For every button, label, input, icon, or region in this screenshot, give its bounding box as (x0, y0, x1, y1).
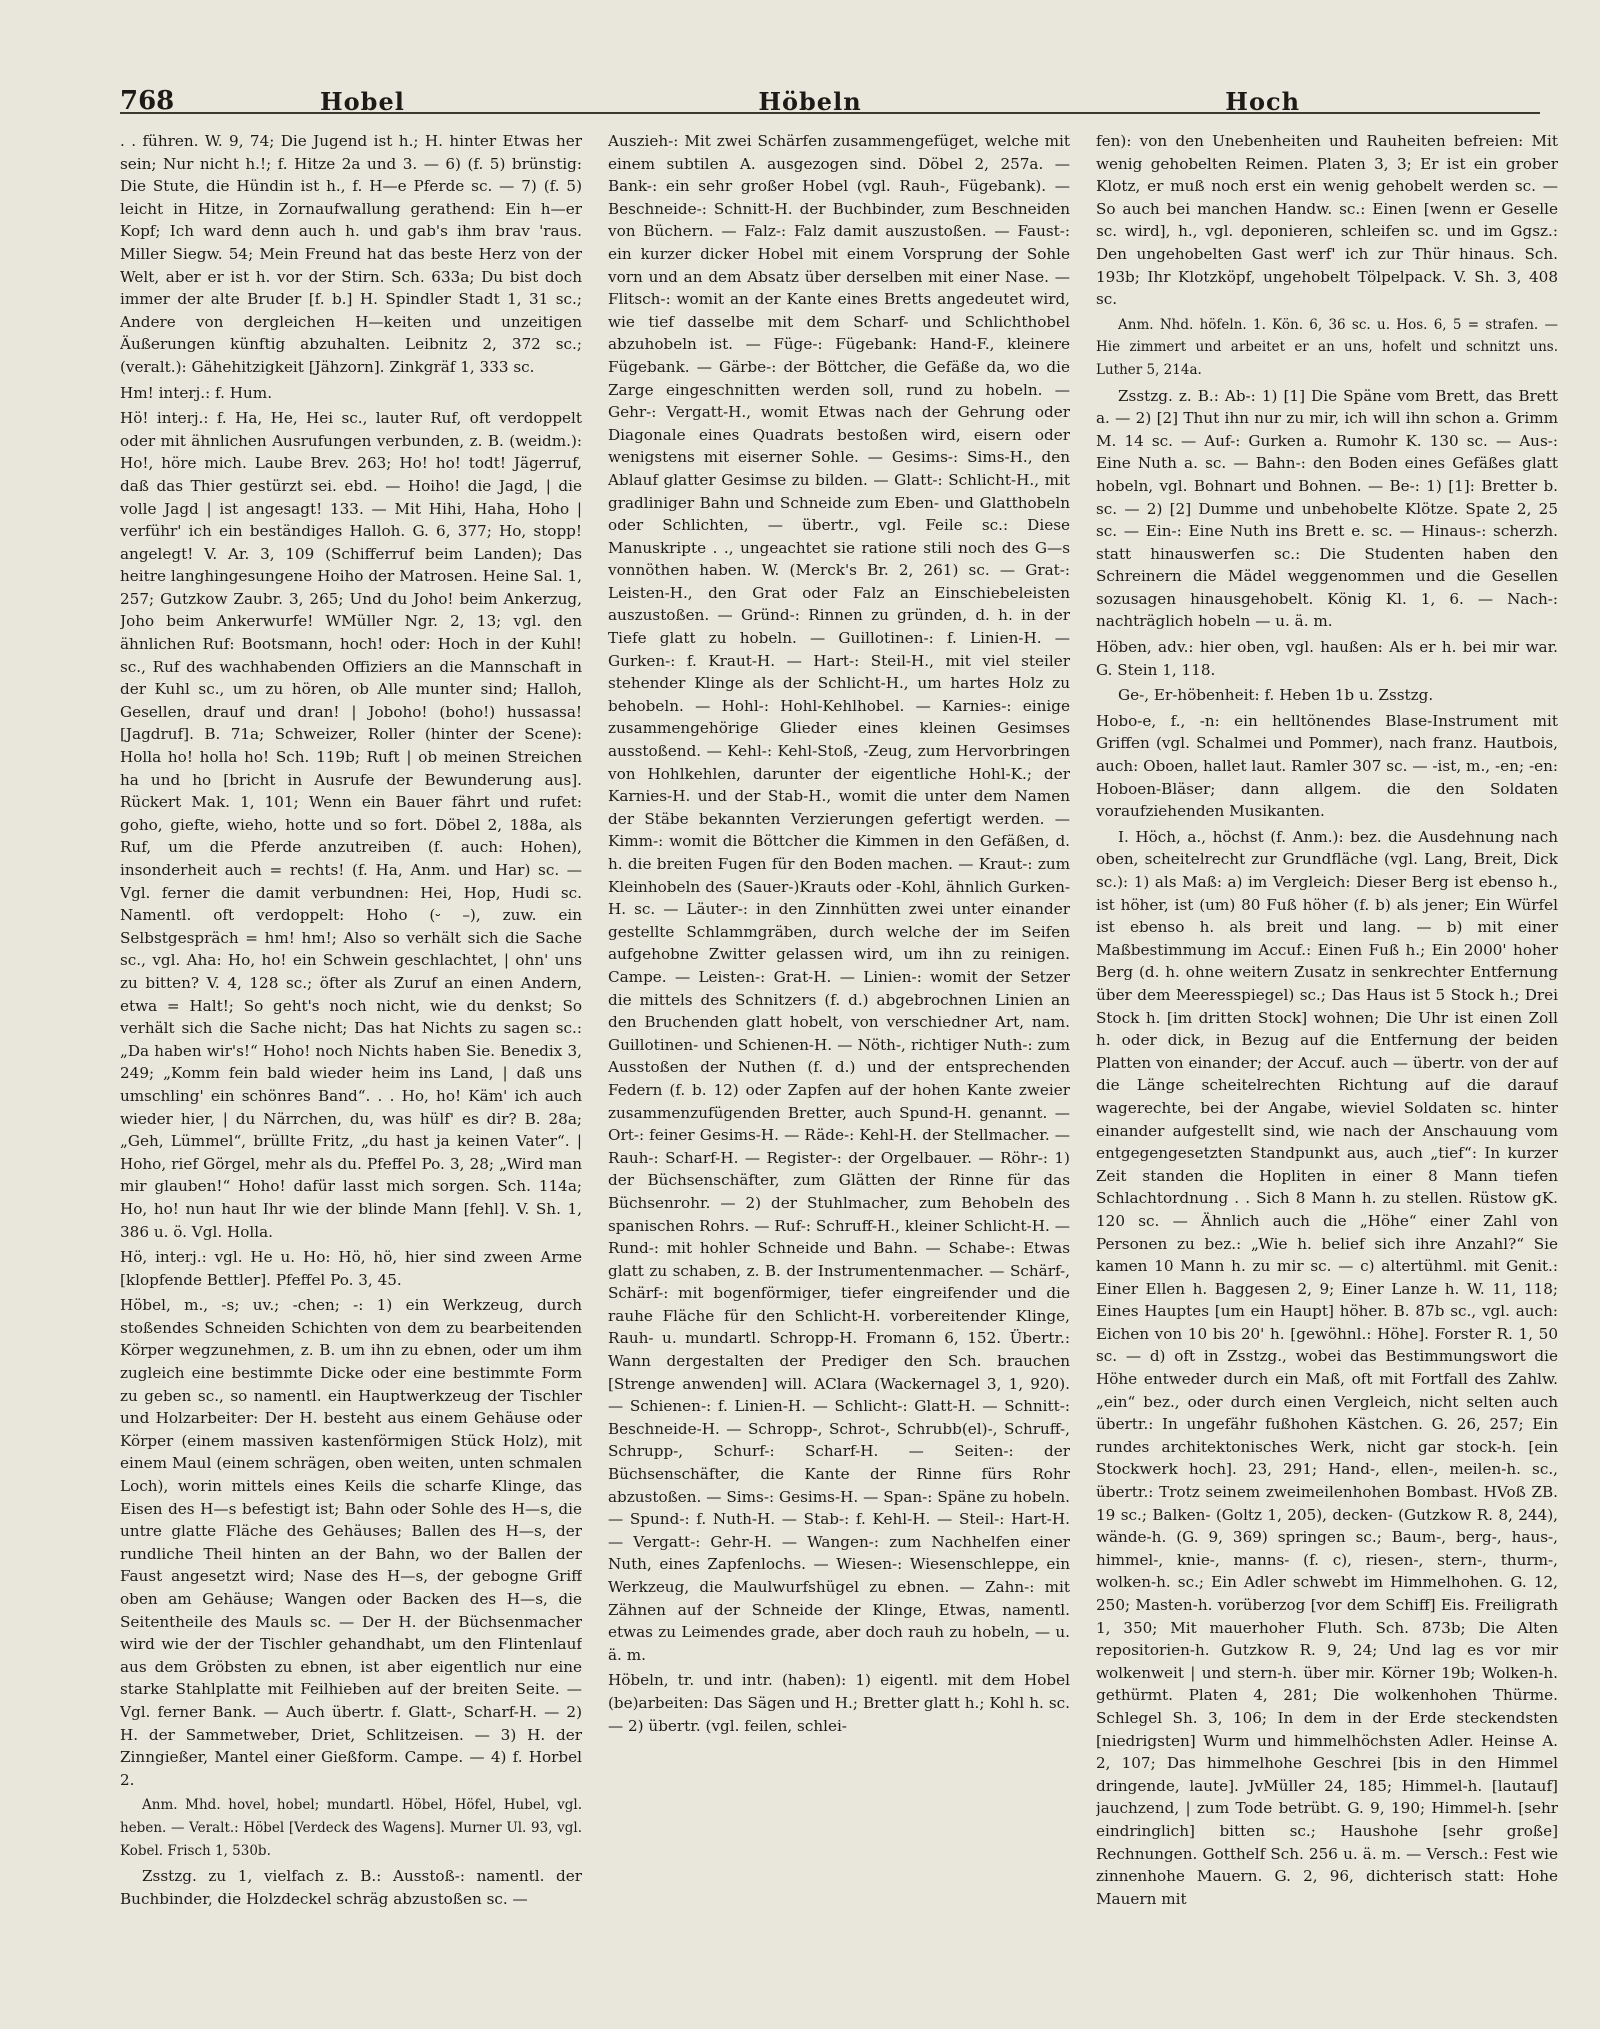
header-rule (120, 112, 1540, 114)
column-left (120, 130, 582, 2010)
entry-text: Höbel, m., -s; uv.; -chen; -: 1) ein Werkzeug, durch stoßendes Schneiden Schichten von dem zu bearbeitenden Körper wegzunehmen, z. B. um ihn zu ebnen, oder um ihm zugleich eine bestimmte Dicke oder eine bestimmte Form zu geben sc., so namentl. ein Hauptwerkzeug der Tischler und Holzarbeiter: Der H. besteht aus einem Gehäuse oder Körper (einem massiven kastenförmigen Stück Holz), mit einem Maul (einem schrägen, oben weiten, unten schmalen Loch), worin mittels eines Keils die scharfe Klinge, das Eisen des H—s befestigt ist; Bahn oder Sohle des H—s, die untre glatte Fläche des Gehäuses; Ballen des H—s, der rundliche Theil hinten an der Bahn, wo der Ballen der Faust angesetzt wird; Nase des H—s, der gebogne Griff oben am Gehäuse; Wangen oder Backen des H—s, die Seitentheile des Mauls sc. — Der H. der Büchsenmacher wird wie der der Tischler gehandhabt, um den Flintenlauf aus dem Gröbsten zu ebnen, ist aber eigentlich nur eine starke Stahlplatte mit Feilhieben auf der breiten Seite. — Vgl. ferner Bank. — Auch übertr. f. Glatt-, Scharf-H. — 2) H. der Sammetweber, Driet, Schlitzeisen. — 3) H. der Zinngießer, Mantel einer Gießform. Campe. — 4) f. Horbel 2. (120, 1296, 582, 1789)
column-middle (608, 130, 1070, 2010)
entry-compounds: Zsstzg. zu 1, vielfach z. B.: Ausstoß-: namentl. der Buchbinder, die Holzdeckel schräg abzustoßen sc. — (120, 1867, 582, 1908)
entry-text: Hm! interj.: f. Hum. (120, 383, 273, 402)
entry-note: Anm. Nhd. höfeln. 1. Kön. 6, 36 sc. u. Hos. 6, 5 = strafen. — Hie zimmert und arbeitet er an uns, hofelt und schnitzt uns. Luther 5, 214a. (1096, 316, 1558, 378)
entry-compounds: Zsstzg. z. B.: Ab-: 1) [1] Die Späne vom Brett, das Brett a. — 2) [2] Thut ihn nur zu mir, ich will ihn schon a. Grimm M. 14 sc. — Auf-: Gurken a. Rumohr K. 130 sc. — Aus-: Eine Nuth a. sc. — Bahn-: den Boden eines Gefäßes glatt hobeln, vgl. Bohnart und Bohnen. — Be-: 1) [1]: Bretter b. sc. — 2) [2] Dumme und unbehobelte Klötze. Spate 2, 25 sc. — Ein-: Eine Nuth ins Brett e. sc. — Hinaus-: scherzh. statt hinauswerfen sc.: Die Studenten haben den Schreinern die Mädel weggenommen und die Gesellen sozusagen hinausgehobelt. König Kl. 1, 6. — Nach-: nachträglich hobeln — u. ä. m. (1096, 386, 1558, 631)
page-header (120, 64, 1560, 116)
running-head-center: Höbeln (758, 87, 862, 116)
entry-text: fen): von den Unebenheiten und Rauheiten befreien: Mit wenig gehobelten Reimen. Platen 3, 3; Er ist ein grober Klotz, er muß noch erst ein wenig gehobelt werden sc. — So auch bei manchen Handw. sc.: Einen [wenn er Geselle sc. wird], h., vgl. deponieren, schleifen sc. und im Ggsz.: Den ungehobelten Gast werf' ich zur Thür hinaus. Sch. 193b; Ihr Klotzköpf, ungehobelt Tölpelpack. V. Sh. 3, 408 sc. (1096, 132, 1558, 309)
entry-text: . . führen. W. 9, 74; Die Jugend ist h.; H. hinter Etwas her sein; Nur nicht h.!; f. Hitze 2a und 3. — 6) (f. 5) brünstig: Die Stute, die Hündin ist h., f. H—e Pferde sc. — 7) (f. 5) leicht in Hitze, in Zornaufwallung gerathend: Ein h—er Kopf; Ich ward denn auch h. und gab's ihm brav 'raus. Miller Siegw. 54; Mein Freund hat das beste Herz von der Welt, aber er ist h. vor der Stirn. Sch. 633a; Du bist doch immer der alte Bruder [f. b.] H. Spindler Stadt 1, 31 sc.; Andere von dergleichen H—keiten und unzeitigen Äußerungen künftig abzuhalten. Leibnitz 2, 372 sc.; (veralt.): Gähehitzigkeit [Jähzorn]. Zinkgräf 1, 333 sc. (120, 132, 582, 376)
entry-text: Höbeln, tr. und intr. (haben): 1) eigentl. mit dem Hobel (be)arbeiten: Das Sägen und H.; Bretter glatt h.; Kohl h. sc. — 2) übertr. (vgl. feilen, schlei- (608, 1671, 1070, 1735)
entry-text: Ge-, Er-höbenheit: f. Heben 1b u. Zsstzg. (1118, 686, 1434, 705)
entry-text: I. Höch, a., höchst (f. Anm.): bez. die Ausdehnung nach oben, scheitelrecht zur Grundfläche (vgl. Lang, Breit, Dick sc.): 1) als Maß: a) im Vergleich: Dieser Berg ist ebenso h., ist höher, ist (um) 80 Fuß höher (f. b) als jener; Ein Würfel ist ebenso h. als breit und lang. — b) mit einer Maßbestimmung im Accuf.: Einen Fuß h.; Ein 2000' hoher Berg (d. h. ohne weitern Zusatz in senkrechter Entfernung über dem Meeresspiegel) sc.; Das Haus ist 5 Stock h.; Drei Stock h. [im dritten Stock] wohnen; Die Uhr ist einen Zoll h. oder dick, in Bezug auf die Entfernung der beiden Platten von einander; der Accuf. auch — übertr. von der auf die Länge scheitelrechten Richtung auf die darauf wagerechte, bei der Angabe, wieviel Soldaten sc. hinter einander aufgestellt sind, wie nach der Anschauung vom entgegengesetzten Standpunkt aus, auch „tief“: In kurzer Zeit standen die Hopliten in einer 8 Mann tiefen Schlachtordnung . . Sich 8 Mann h. zu stellen. Rüstow gK. 120 sc. — Ähnlich auch die „Höhe“ einer Zahl von Personen zu bez.: „Wie h. belief sich ihre Anzahl?“ Sie kamen 10 Mann h. zu mir sc. — c) altertühml. mit Genit.: Einer Ellen h. Baggesen 2, 9; Einer Lanze h. W. 11, 118; Eines Hauptes [um ein Haupt] höher. B. 87b sc., vgl. auch: Eichen von 10 bis 20' h. [gewöhnl.: Höhe]. Forster R. 1, 50 sc. — d) oft in Zsstzg., wobei das Bestimmungswort die Höhe entweder durch ein Maß, oft mit Fortfall des Zahlw. „ein“ bez., oder durch einen Vergleich, nicht selten auch übertr.: In ungefähr fußhohen Kästchen. G. 26, 257; Ein rundes architektonisches Werk, nicht gar stock-h. [ein Stockwerk hoch]. 23, 291; Hand-, ellen-, meilen-h. sc., übertr.: Trotz seinem zweimeilenhohen Bombast. HVoß ZB. 19 sc.; Balken- (Goltz 1, 205), decken- (Gutzkow R. 8, 244), wände-h. (G. 9, 369) springen sc.; Baum-, berg-, haus-, himmel-, knie-, manns- (f. c), riesen-, stern-, thurm-, wolken-h. sc.; Ein Adler schwebt im Himmelhohen. G. 12, 250; Masten-h. vorüberzog [vor dem Schiff] Eis. Freiligrath 1, 350; Mit mauerhoher Fluth. Sch. 873b; Die Alten repositorien-h. Gutzkow R. 9, 24; Und lag es vor mir wolkenweit | und stern-h. über mir. Körner 19b; Wolken-h. gethürmt. Platen 4, 281; Die wolkenhohen Thürme. Schlegel Sh. 3, 106; In dem in der Erde steckendsten [niedrigsten] Wurm und himmelhöchsten Adler. Heinse A. 2, 107; Das himmelhohe Geschrei [bis in den Himmel dringende, laute]. JvMüller 24, 185; Himmel-h. [lautauf] jauchzend, | zum Tode betrübt. G. 9, 190; Himmel-h. [sehr eindringlich] bitten sc.; Haushohe [sehr große] Rechnungen. Gotthelf Sch. 256 u. ä. m. — Versch.: Fest wie zinnenhohe Mauern. G. 2, 96, dichterisch statt: Hohe Mauern mit (1096, 827, 1558, 1908)
text-columns (120, 130, 1560, 2010)
page-number: 768 (120, 86, 175, 116)
entry-text: Hö! interj.: f. Ha, He, Hei sc., lauter Ruf, oft verdoppelt oder mit ähnlichen Ausrufungen verbunden, z. B. (weidm.): Ho!, höre mich. Laube Brev. 263; Ho! ho! todt! Jägerruf, daß das Thier gestürzt sei. ebd. — Hoiho! die Jagd, | die volle Jagd | ist angesagt! 133. — Mit Hihi, Haha, Hoho | verführ' ich ein beständiges Halloh. G. 6, 377; Ho, stopp! angelegt! V. Ar. 3, 109 (Schifferruf beim Landen); Das heitre langhingesungene Hoiho der Matrosen. Heine Sal. 1, 257; Gutzkow Zaubr. 3, 265; Und du Joho! beim Ankerzug, Joho beim Ankerwurfe! WMüller Ngr. 2, 13; vgl. den ähnlichen Ruf: Bootsmann, hoch! oder: Hoch in der Kuhl! sc., Ruf des wachhabenden Offiziers an die Mannschaft in der Kuhl sc., um zu hören, ob Alle munter sind; Halloh, Gesellen, drauf und dran! | Joboho! (boho!) hussassa! [Jagdruf]. B. 71a; Schweizer, Roller (hinter der Scene): Holla ho! holla ho! Sch. 119b; Ruft | ob meinen Streichen ha und ho [bricht in Ausrufe der Bewunderung aus]. Rückert Mak. 1, 101; Wenn ein Bauer fährt und rufet: goho, giefte, wieho, hotte und so fort. Döbel 2, 188a, als Ruf, um die Pferde anzutreiben (f. auch: Hohen), insonderheit auch = rechts! (f. Ha, Anm. und Har) sc. — Vgl. ferner die damit verbundnen: Hei, Hop, Hudi sc. Namentl. oft verdoppelt: Hoho (⏑ –), zuw. ein Selbstgespräch = hm! hm!; Also so verhält sich die Sache sc., vgl. Aha: Ho, ho! ein Schwein geschlachtet, | ohn' uns zu bitten? V. 4, 128 sc.; öfter als Zuruf an einen Andern, etwa = Halt!; So geht's noch nicht, wie du denkst; So verhält sich die Sache nicht; Das hat Nichts zu sagen sc.: „Da haben wir's!“ Hoho! noch Nichts haben Sie. Benedix 3, 249; „Komm fein bald wieder heim ins Land, | daß uns umschling' ein schönres Band“. . . Ho, ho! Käm' ich auch wieder hier, | du Närrchen, du, was hülf' es dir? B. 28a; „Geh, Lümmel“, brüllte Fritz, „du hast ja keinen Vater“. | Hoho, rief Görgel, mehr als du. Pfeffel Po. 3, 28; „Wird man mir glauben!“ Hoho! dafür lasst mich sorgen. Sch. 114a; Ho, ho! nun haut Ihr wie der blinde Mann [fehl]. V. Sh. 1, 386 u. ö. Vgl. Holla. (120, 409, 582, 1241)
entry-text: Auszieh-: Mit zwei Schärfen zusammengefüget, welche mit einem subtilen A. ausgezogen sind. Döbel 2, 257a. — Bank-: ein sehr großer Hobel (vgl. Rauh-, Fügebank). — Beschneide-: Schnitt-H. der Buchbinder, zum Beschneiden von Büchern. — Falz-: Falz damit auszustoßen. — Faust-: ein kurzer dicker Hobel mit einem Vorsprung der Sohle vorn und an dem Absatz über derselben mit einer Nase. — Flitsch-: womit an der Kante eines Bretts angedeutet wird, wie tief dasselbe mit dem Scharf- und Schlichthobel abzuhobeln ist. — Füge-: Fügebank: Hand-F., kleinere Fügebank. — Gärbe-: der Böttcher, die Gefäße da, wo die Zarge eingeschnitten werden soll, rund zu hobeln. — Gehr-: Vergatt-H., womit Etwas nach der Gehrung oder Diagonale eines Quadrats bestoßen wird, eisern oder wenigstens mit eiserner Sohle. — Gesims-: Sims-H., den Ablauf glatter Gesimse zu bilden. — Glatt-: Schlicht-H., mit gradliniger Bahn und Schneide zum Eben- und Glatthobeln oder Schlichten, — übertr., vgl. Feile sc.: Diese Manuskripte . ., ungeachtet sie ratione stili noch des G—s vonnöthen haben. W. (Merck's Br. 2, 261) sc. — Grat-: Leisten-H., den Grat oder Falz an Einschiebeleisten auszustoßen. — Gründ-: Rinnen zu gründen, d. h. in der Tiefe glatt zu hobeln. — Guillotinen-: f. Linien-H. — Gurken-: f. Kraut-H. — Hart-: Steil-H., mit viel steiler stehender Klinge als der Schlicht-H., um hartes Holz zu behobeln. — Hohl-: Hohl-Kehlhobel. — Karnies-: einige zusammengehörige Glieder eines kleinen Gesimses ausstoßend. — Kehl-: Kehl-Stoß, -Zeug, zum Hervorbringen von Hohlkehlen, darunter der eigentliche Hohl-K.; der Karnies-H. und der Stab-H., womit die unter dem Namen der Stäbe bekannten Verzierungen gefertigt werden. — Kimm-: womit die Böttcher die Kimmen in den Gefäßen, d. h. die breiten Fugen für den Boden machen. — Kraut-: zum Kleinhobeln des (Sauer-)Krauts oder -Kohl, ähnlich Gurken-H. sc. — Läuter-: in den Zinnhütten zwei unter einander gestellte Schlammgräben, durch welche der im Seifen aufgehobne Zwitter gelassen wird, um ihn zu reinigen. Campe. — Leisten-: Grat-H. — Linien-: womit der Setzer die mittels des Schnitzers (f. d.) abgebrochnen Linien an den Bruchenden glatt hobelt, von verschiedner Art, nam. Guillotinen- und Schienen-H. — Nöth-, richtiger Nuth-: zum Ausstoßen der Nuthen (f. d.) und der entsprechenden Federn (f. b. 12) oder Zapfen auf der hohen Kante zweier zusammenzufügenden Bretter, auch Spund-H. genannt. — Ort-: feiner Gesims-H. — Räde-: Kehl-H. der Stellmacher. — Rauh-: Scharf-H. — Register-: der Orgelbauer. — Röhr-: 1) der Büchsenschäfter, zum Glätten der Rinne für das Büchsenrohr. — 2) der Stuhlmacher, zum Behobeln des spanischen Rohrs. — Ruf-: Schruff-H., kleiner Schlicht-H. — Rund-: mit hohler Schneide und Bahn. — Schabe-: Etwas glatt zu schaben, z. B. der Instrumentenmacher. — Schärf-, Schärf-: mit bogenförmiger, tiefer eingreifender und die rauhe Fläche für den Schlicht-H. vorbereitender Klinge, Rauh- u. mundartl. Schropp-H. Fromann 6, 152. Übertr.: Wann dergestalten der Prediger den Sch. brauchen [Strenge anwenden] will. AClara (Wackernagel 3, 1, 920). — Schienen-: f. Linien-H. — Schlicht-: Glatt-H. — Schnitt-: Beschneide-H. — Schropp-, Schrot-, Schrubb(el)-, Schruff-, Schrupp-, Schurf-: Scharf-H. — Seiten-: der Büchsenschäfter, die Kante der Rinne fürs Rohr abzustoßen. — Sims-: Gesims-H. — Span-: Späne zu hobeln. — Spund-: f. Nuth-H. — Stab-: f. Kehl-H. — Steil-: Hart-H. — Vergatt-: Gehr-H. — Wangen-: zum Nachhelfen einer Nuth, eines Zapfenlochs. — Wiesen-: Wiesenschleppe, ein Werkzeug, die Maulwurfshügel zu ebnen. — Zahn-: mit Zähnen auf der Schneide der Klinge, Etwas, namentl. etwas zu Leimendes grade, aber doch rauh zu hobeln, — u. ä. m. (608, 132, 1070, 1664)
entry-text: Hö, interj.: vgl. He u. Ho: Hö, hö, hier sind zween Arme [klopfende Bettler]. Pfeffel Po. 3, 45. (120, 1248, 582, 1289)
running-head-left: Hobel (320, 87, 405, 116)
entry-text: Hobo-e, f., -n: ein helltönendes Blase-Instrument mit Griffen (vgl. Schalmei und Pommer), nach franz. Hautbois, auch: Oboen, hallet laut. Ramler 307 sc. — -ist, m., -en; -en: Hoboen-Bläser; dann allgem. die den Soldaten voraufziehenden Musikanten. (1096, 711, 1558, 821)
column-right (1096, 130, 1558, 2010)
entry-text: Höben, adv.: hier oben, vgl. haußen: Als er h. bei mir war. G. Stein 1, 118. (1096, 638, 1558, 679)
running-head-right: Hoch (1225, 87, 1301, 116)
entry-note: Anm. Mhd. hovel, hobel; mundartl. Höbel, Höfel, Hubel, vgl. heben. — Veralt.: Höbel [Verdeck des Wagens]. Murner Ul. 93, vgl. Kobel. Frisch 1, 530b. (120, 1797, 582, 1859)
